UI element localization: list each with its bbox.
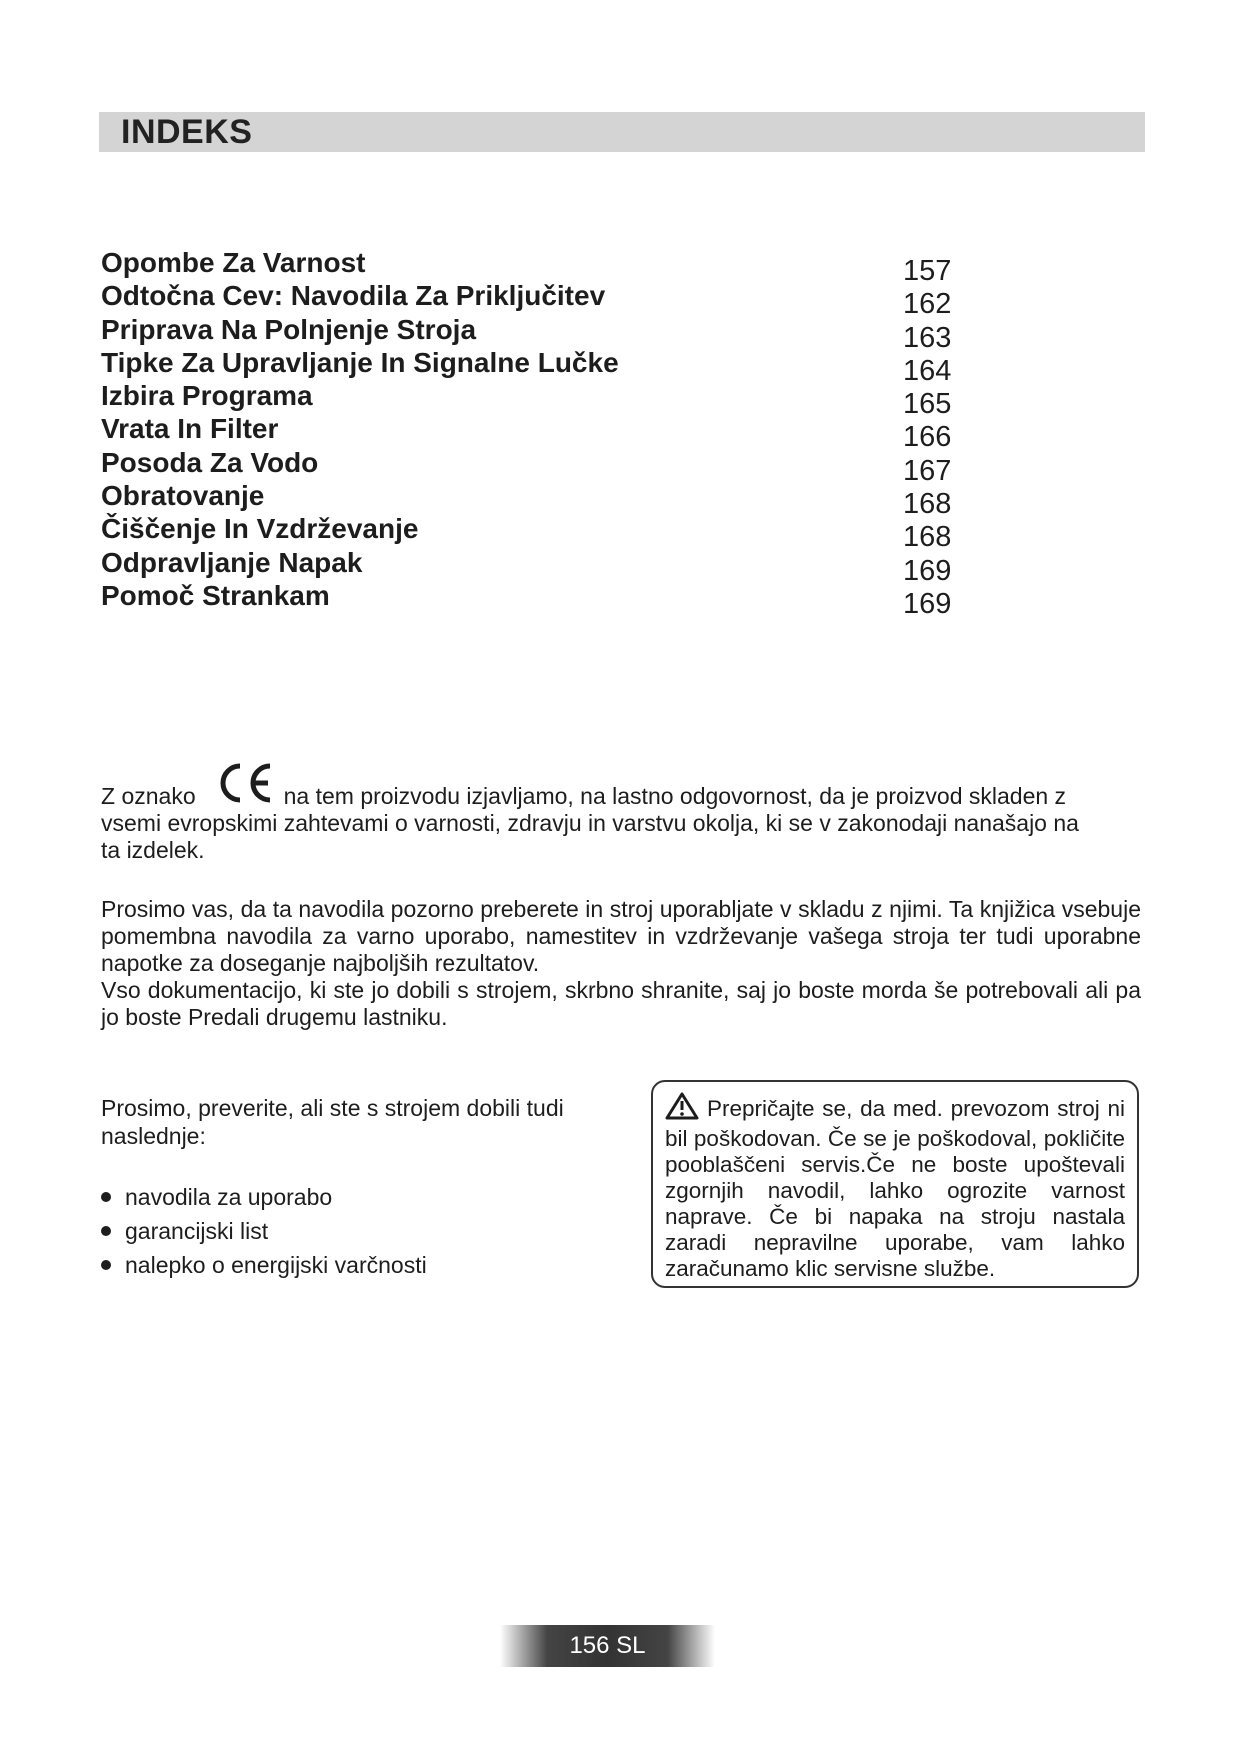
toc-item-label[interactable]: Opombe Za Varnost bbox=[101, 247, 366, 278]
instructions-paragraph-2: Vso dokumentacijo, ki ste jo dobili s strojem, skrbno shranite, saj jo boste morda še potrebovali ali pa jo boste Predali drugemu lastniku. bbox=[101, 977, 1141, 1030]
toc-item-page[interactable]: 168 bbox=[903, 488, 952, 521]
ce-line3: ta izdelek. bbox=[101, 837, 205, 863]
check-intro: Prosimo, preverite, ali ste s strojem dobili tudi naslednje: bbox=[101, 1095, 564, 1149]
list-item bbox=[101, 1214, 427, 1248]
warning-triangle-icon bbox=[665, 1092, 699, 1126]
bullet-icon bbox=[101, 1226, 111, 1236]
warning-text: Prepričajte se, da med. prevozom stroj ni bil poškodovan. Če se je poškodoval, pokličite pooblaščeni servis.Če ne boste upoštevali zgornjih navodil, lahko ogrozite varnost naprave. Če bi napaka na stroju nastala zaradi nepravilne uporabe, vam lahko zaračunamo klic servisne službe. bbox=[665, 1096, 1125, 1281]
toc-item-page[interactable]: 169 bbox=[903, 554, 952, 587]
toc-item-label[interactable]: Izbira Programa bbox=[101, 380, 313, 412]
bullet-icon bbox=[101, 1192, 111, 1202]
toc-item-label[interactable]: Pomoč Strankam bbox=[101, 579, 330, 611]
toc-item-label[interactable]: Obratovanje bbox=[101, 480, 265, 512]
page-title: INDEKS bbox=[121, 113, 253, 151]
toc-item-label[interactable]: Čiščenje In Vzdrževanje bbox=[101, 513, 419, 545]
header-bar bbox=[99, 112, 1145, 152]
toc-item-label[interactable]: Odpravljanje Napak bbox=[101, 546, 363, 578]
toc-item-page[interactable]: 166 bbox=[903, 421, 952, 454]
toc-page-numbers bbox=[903, 255, 951, 621]
toc-item-page[interactable]: 167 bbox=[903, 454, 952, 487]
toc-item-label[interactable]: Priprava Na Polnjenje Stroja bbox=[101, 313, 477, 345]
ce-mark-icon bbox=[216, 762, 274, 810]
toc-item-label[interactable]: Vrata In Filter bbox=[101, 413, 279, 445]
ce-line2: vsemi evropskimi zahtevami o varnosti, zdravju in varstvu okolja, ki se v zakonodaji nanašajo na bbox=[101, 810, 1079, 836]
toc-item-label[interactable]: Tipke Za Upravljanje In Signalne Lučke bbox=[101, 346, 619, 378]
toc-item-page[interactable]: 162 bbox=[903, 288, 952, 321]
toc-item-page[interactable]: 157 bbox=[903, 255, 952, 287]
ce-prefix: Z oznako bbox=[101, 783, 196, 809]
toc-item-page[interactable]: 169 bbox=[903, 587, 952, 620]
included-items-list bbox=[101, 1180, 427, 1282]
toc-item-page[interactable]: 164 bbox=[903, 354, 952, 387]
toc-item-label[interactable]: Posoda Za Vodo bbox=[101, 446, 319, 478]
list-item-label: navodila za uporabo bbox=[125, 1184, 333, 1210]
list-item bbox=[101, 1248, 427, 1282]
toc-item-page[interactable]: 163 bbox=[903, 321, 952, 354]
toc-titles bbox=[101, 247, 619, 613]
warning-box bbox=[651, 1080, 1139, 1288]
toc-item-page[interactable]: 168 bbox=[903, 521, 952, 554]
list-item bbox=[101, 1180, 427, 1214]
list-item-label: nalepko o energijski varčnosti bbox=[125, 1252, 427, 1278]
ce-line1-rest: na tem proizvodu izjavljamo, na lastno odgovornost, da je proizvod skladen z bbox=[283, 783, 1067, 809]
toc-item-page[interactable]: 165 bbox=[903, 388, 952, 421]
instructions-paragraph-1: Prosimo vas, da ta navodila pozorno preberete in stroj uporabljate v skladu z njimi. Ta knjižica vsebuje pomembna navodila za varno uporabo, namestitev in vzdrževanje vašega stroja ter tudi uporabne napotke za doseganje najboljših rezultatov. bbox=[101, 896, 1141, 976]
page-number: 156 SL bbox=[569, 1632, 646, 1659]
ce-statement bbox=[101, 762, 1171, 864]
bullet-icon bbox=[101, 1260, 111, 1270]
instructions-block bbox=[101, 896, 1141, 1031]
footer-page-bar bbox=[500, 1625, 715, 1667]
list-item-label: garancijski list bbox=[125, 1218, 269, 1244]
toc-item-label[interactable]: Odtočna Cev: Navodila Za Priključitev bbox=[101, 280, 606, 312]
